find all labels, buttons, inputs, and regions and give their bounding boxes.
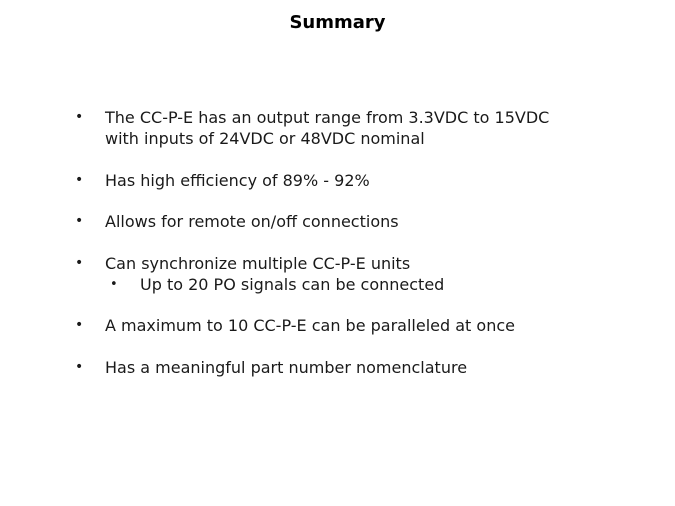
slide-title: Summary [289, 12, 386, 33]
sub-bullet-dot: • [110, 277, 118, 292]
bullet-dot: • [75, 109, 84, 125]
bullet-dot: • [75, 317, 84, 333]
bullet-text-line-2: with inputs of 24VDC or 48VDC nominal [105, 129, 425, 148]
bullet-text: A maximum to 10 CC-P-E can be paralleled at once [105, 316, 515, 335]
bullet-dot: • [75, 213, 84, 229]
bullet-text: Has a meaningful part number nomenclature [105, 358, 468, 377]
bullet-text: Allows for remote on/off connections [105, 212, 399, 231]
bullet-text: Can synchronize multiple CC-P-E units [105, 254, 411, 273]
sub-bullet-text: Up to 20 PO signals can be connected [140, 275, 445, 294]
bullet-text: Has high efficiency of 89% - 92% [105, 171, 370, 190]
bullet-dot: • [75, 172, 84, 188]
bullet-dot: • [75, 255, 84, 271]
bullet-text-line-1: The CC-P-E has an output range from 3.3VDC to 15VDC [105, 108, 550, 127]
bullet-dot: • [75, 359, 84, 375]
